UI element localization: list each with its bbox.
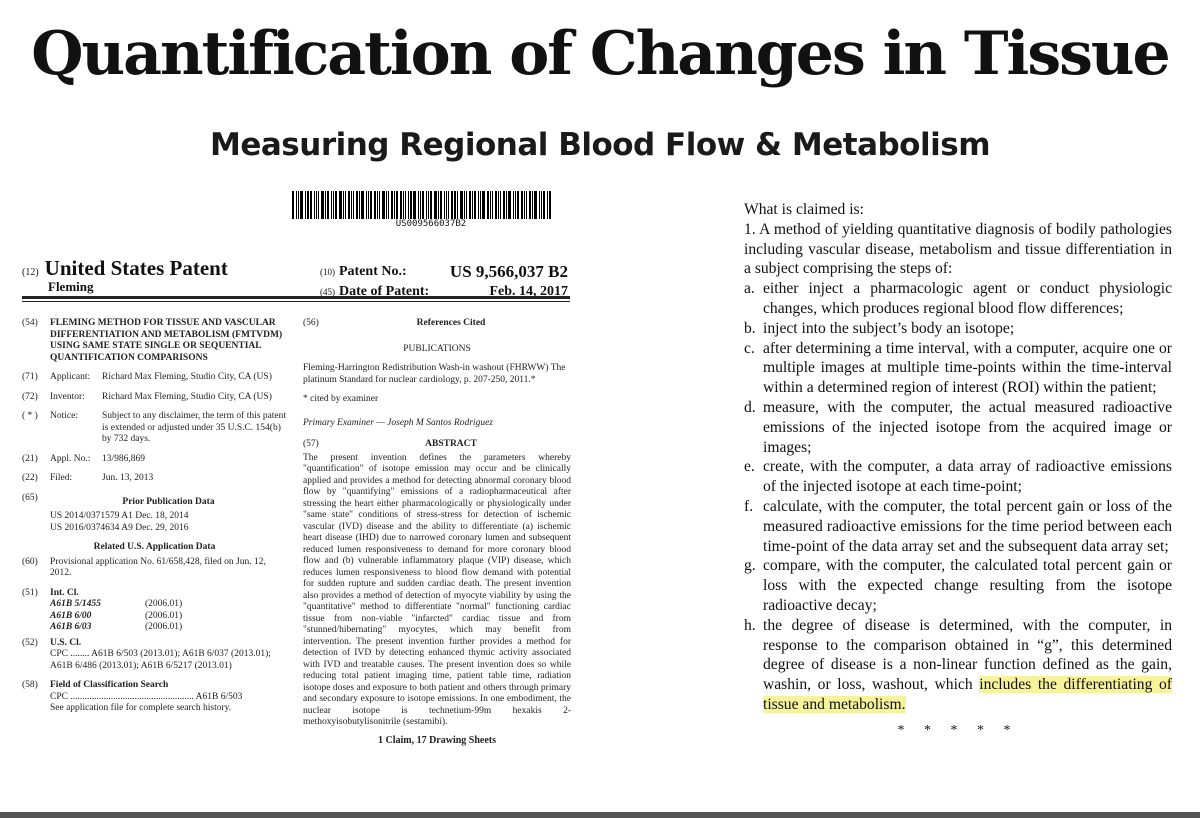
prior-pub-row: US 2014/0371579 A1 Dec. 18, 2014 bbox=[50, 511, 189, 521]
field-label: Filed: bbox=[50, 473, 73, 483]
barcode-bar bbox=[460, 191, 463, 219]
abstract-heading-row bbox=[303, 439, 571, 451]
classification-field bbox=[22, 680, 287, 715]
barcode-bar bbox=[413, 191, 416, 219]
claim-step bbox=[744, 616, 1172, 715]
field-label: Applicant: bbox=[50, 372, 91, 382]
barcode-bar bbox=[310, 191, 312, 219]
date-label: Date of Patent: bbox=[339, 284, 430, 299]
field-code: (52) bbox=[22, 637, 38, 648]
step-letter: e. bbox=[744, 458, 755, 476]
barcode-bar bbox=[318, 191, 319, 219]
field-code: (21) bbox=[22, 453, 38, 464]
barcode-bar bbox=[529, 191, 531, 219]
int-cl-list bbox=[22, 599, 287, 634]
claim-step bbox=[744, 398, 1172, 457]
barcode-bar bbox=[296, 191, 297, 219]
step-text: after determining a time interval, with a computer, acquire one or multiple images at multiple time-points within the time-interval within a determined region of interest (ROI) within the patient; bbox=[763, 339, 1172, 397]
prior-publication-section bbox=[22, 493, 287, 535]
int-cl-row bbox=[22, 622, 287, 634]
barcode-bar bbox=[480, 191, 481, 219]
us-cl-value: CPC ........ A61B 6/503 (2013.01); A61B 6/037 (2013.01); A61B 6/486 (2013.01); A61B 6/5217 (2013.01) bbox=[50, 649, 271, 671]
barcode-bar bbox=[430, 191, 432, 219]
barcode-bar bbox=[305, 191, 306, 219]
barcode-bar bbox=[539, 191, 540, 219]
field-code: (58) bbox=[22, 680, 38, 690]
classification-value: CPC .................................................... A61B 6/503 bbox=[50, 691, 243, 702]
bottom-bar bbox=[0, 812, 1200, 818]
barcode-bar bbox=[370, 191, 372, 219]
field-code: ( * ) bbox=[22, 411, 38, 421]
barcode-bar bbox=[543, 191, 545, 219]
barcode-bar bbox=[478, 191, 479, 219]
barcode-bar bbox=[534, 191, 537, 219]
field-code: (51) bbox=[22, 587, 38, 598]
barcode-bar bbox=[426, 191, 427, 219]
claim-step bbox=[744, 457, 1172, 497]
barcode-bar bbox=[422, 191, 424, 219]
barcode-bar bbox=[513, 191, 514, 219]
claim-step bbox=[744, 339, 1172, 398]
country-code: (12) bbox=[22, 267, 39, 278]
barcode-bar bbox=[526, 191, 527, 219]
barcode-bar bbox=[374, 191, 376, 219]
barcode-bar bbox=[321, 191, 324, 219]
primary-examiner: Primary Examiner — Joseph M Santos Rodriguez bbox=[303, 417, 493, 428]
claims-heading: What is claimed is: bbox=[744, 201, 864, 218]
barcode-bar bbox=[356, 191, 358, 219]
field-value: FLEMING METHOD FOR TISSUE AND VASCULAR DIFFERENTIATION AND METABOLISM (FMTVDM) USING SAME STATE SINGLE OR SEQUENTIAL QUANTIFICATION COMPARISONS bbox=[50, 318, 283, 363]
highlighted-text: includes the differentiating of tissue and metabolism. bbox=[763, 676, 1172, 713]
step-letter: h. bbox=[744, 616, 756, 634]
patent-country bbox=[22, 256, 228, 281]
publication-entry: Fleming-Harrington Redistribution Wash-in washout (FHRWW) The platinum Standard for nuclear cardiology, p. 207-250, 2011.* bbox=[303, 363, 566, 385]
field-code: (57) bbox=[303, 439, 319, 449]
barcode-bar bbox=[474, 191, 476, 219]
barcode-bar bbox=[345, 191, 346, 219]
slide-title: Quantification of Changes in Tissue bbox=[31, 19, 1169, 89]
barcode-bar bbox=[408, 191, 409, 219]
barcode-bar bbox=[515, 191, 516, 219]
barcode-bar bbox=[547, 191, 548, 219]
barcode-bar bbox=[541, 191, 542, 219]
claims-section bbox=[744, 200, 1172, 741]
barcode-bar bbox=[396, 191, 398, 219]
step-text: inject into the subject’s body an isotope; bbox=[763, 319, 1015, 337]
barcode-bar bbox=[325, 191, 326, 219]
field-code: (60) bbox=[22, 556, 38, 567]
barcode-bar bbox=[434, 191, 437, 219]
bib-field bbox=[22, 318, 287, 364]
barcode-bar bbox=[300, 191, 303, 219]
step-text: measure, with the computer, the actual measured radioactive emissions of the injected isotope from the acquired image or images; bbox=[763, 398, 1172, 456]
claim-step bbox=[744, 319, 1172, 339]
patent-no-label: Patent No.: bbox=[339, 264, 407, 279]
int-cl-date: (2006.01) bbox=[145, 599, 183, 609]
date-code: (45) bbox=[320, 287, 335, 297]
int-cl-class: A61B 5/1455 bbox=[50, 599, 101, 609]
claim-step bbox=[744, 556, 1172, 615]
bibliographic-fields bbox=[22, 318, 287, 485]
barcode-bar bbox=[549, 191, 551, 219]
barcode-bar bbox=[503, 191, 505, 219]
field-code: (72) bbox=[22, 391, 38, 402]
country-text: United States Patent bbox=[44, 256, 228, 280]
barcode-bar bbox=[532, 191, 533, 219]
barcode-bar bbox=[292, 191, 294, 219]
barcode-bar bbox=[377, 191, 378, 219]
barcode-bar bbox=[454, 191, 456, 219]
barcode-bar bbox=[394, 191, 395, 219]
step-letter: f. bbox=[744, 497, 754, 515]
step-text: create, with the computer, a data array of radioactive emissions of the injected isotope at each time-point; bbox=[763, 458, 1172, 496]
bib-field bbox=[22, 454, 287, 466]
barcode-number: US009566037B2 bbox=[395, 219, 467, 229]
step-text: calculate, with the computer, the total percent gain or loss of the measured radioactive emissions for the time period between each time-point of the data array set and the subsequent data array set; bbox=[763, 497, 1172, 555]
patent-date: Feb. 14, 2017 bbox=[489, 284, 568, 299]
field-value: Richard Max Fleming, Studio City, CA (US) bbox=[102, 372, 272, 382]
barcode-bar bbox=[438, 191, 439, 219]
prior-pub-row: US 2016/0374634 A9 Dec. 29, 2016 bbox=[50, 522, 189, 533]
barcode-bar bbox=[495, 191, 497, 219]
barcode-bar bbox=[339, 191, 342, 219]
bib-field bbox=[22, 473, 287, 485]
barcode-bar bbox=[403, 191, 404, 219]
field-label: Notice: bbox=[50, 411, 78, 421]
barcode-bar bbox=[418, 191, 419, 219]
step-letter: d. bbox=[744, 398, 756, 416]
int-cl-class: A61B 6/00 bbox=[50, 610, 92, 621]
barcode-bar bbox=[353, 191, 354, 219]
barcode-bar bbox=[335, 191, 337, 219]
barcode-bar bbox=[351, 191, 352, 219]
field-value: Jun. 13, 2013 bbox=[102, 473, 154, 483]
patent-number: US 9,566,037 B2 bbox=[449, 262, 568, 281]
int-cl-class: A61B 6/03 bbox=[50, 622, 92, 632]
us-cl-field bbox=[22, 638, 287, 673]
barcode-bar bbox=[331, 191, 332, 219]
header-rule bbox=[22, 296, 570, 299]
int-cl-heading: Int. Cl. bbox=[50, 587, 79, 598]
barcode-bar bbox=[359, 191, 360, 219]
barcode-bar bbox=[361, 191, 364, 219]
barcode-bar bbox=[348, 191, 350, 219]
step-letter: c. bbox=[744, 339, 755, 357]
claim-step bbox=[744, 497, 1172, 556]
bib-field bbox=[22, 411, 287, 446]
barcode-bar bbox=[492, 191, 493, 219]
field-code: (22) bbox=[22, 473, 38, 483]
field-value: 13/986,869 bbox=[102, 453, 146, 464]
barcode-bar bbox=[472, 191, 473, 219]
step-text: either inject a pharmacologic agent or conduct physiologic changes, which produces regional blood flow differences; bbox=[763, 280, 1172, 317]
barcode-bar bbox=[490, 191, 491, 219]
barcode-bar bbox=[314, 191, 315, 219]
barcode-bar bbox=[333, 191, 334, 219]
related-app-heading: Related U.S. Application Data bbox=[93, 542, 216, 552]
patent-left-column bbox=[22, 318, 287, 723]
step-letter: a. bbox=[744, 280, 755, 298]
barcode-bar bbox=[366, 191, 367, 219]
int-cl-date: (2006.01) bbox=[145, 622, 183, 632]
barcode-bar bbox=[327, 191, 329, 219]
barcode-bar bbox=[368, 191, 369, 219]
classification-heading: Field of Classification Search bbox=[50, 680, 169, 690]
barcode-bar bbox=[410, 191, 412, 219]
cited-note: * cited by examiner bbox=[303, 394, 379, 404]
barcode-bar bbox=[391, 191, 393, 219]
field-value: Richard Max Fleming, Studio City, CA (US) bbox=[102, 391, 272, 402]
barcode-bar bbox=[517, 191, 519, 219]
publications-heading: PUBLICATIONS bbox=[403, 343, 471, 354]
slide-subtitle: Measuring Regional Blood Flow & Metabolism bbox=[210, 127, 990, 163]
barcode-bar bbox=[521, 191, 523, 219]
barcode-bar bbox=[451, 191, 453, 219]
provisional-field bbox=[22, 557, 287, 580]
claim-steps bbox=[744, 279, 1172, 616]
int-cl-date: (2006.01) bbox=[145, 610, 183, 621]
barcode-bar bbox=[498, 191, 499, 219]
barcode-bar bbox=[448, 191, 449, 219]
barcode-bar bbox=[469, 191, 471, 219]
field-value: Provisional application No. 61/658,428, filed on Jun. 12, 2012. bbox=[50, 556, 266, 578]
barcode-bar bbox=[508, 191, 511, 219]
end-marks: * * * * * bbox=[897, 722, 1019, 738]
barcode-bar bbox=[386, 191, 387, 219]
barcode-bar bbox=[307, 191, 309, 219]
bib-field bbox=[22, 392, 287, 404]
barcode-bar bbox=[500, 191, 501, 219]
barcode-bar bbox=[506, 191, 507, 219]
field-code: (65) bbox=[22, 492, 38, 503]
barcode-bar bbox=[420, 191, 421, 219]
step-text: compare, with the computer, the calculated total percent gain or loss with the expected change resulting from the isotope radioactive decay; bbox=[763, 557, 1172, 614]
abstract-text: The present invention defines the parameters whereby "quantification" of isotope emission may occur and be clinically applied and provides a method for detecting abnormal coronary blood flow by "quantifying" emissions of a radiopharmaceutical after stressing the heart either pharmacologically or physiologically under "same state" conditions of stress-stress for detection of ischemic vascular (IVD) disease and the ability to differentiate (a) ischemic heart disease (IHD) due to narrowed coronary lumen and subsequent reduced lumen responsiveness to demand for more coronary blood flow and (b) vulnerable inflammatory plaque (VIP) disease, which reduces lumen responsiveness to blood flow demand with potential for sudden rupture and sudden cardiac death. The present invention also provides a method of detection of myocyte viability by using the "quantitative" method to differentiate "normal" functioning cardiac tissue from non-viable "infarcted" cardiac tissue and from "stunned/hibernating" myocytes, which may benefit from intervention. The present invention further provides a method for detection of IVD by detecting enhanced thymic activity associated with IVD and treatable causes. The present invention does so while reducing total patient imaging time, patient table time, radiation isotope doses and exposure to both patient and others through primary and secondary exposure to isotope emissions. In one embodiment, the nuclear isotope is technetium-99m hexakis 2-methoxyisobutylisonitrile (sestamibi). bbox=[303, 452, 571, 727]
barcode-bar bbox=[524, 191, 525, 219]
int-cl-row bbox=[22, 599, 287, 611]
field-label: Appl. No.: bbox=[50, 453, 91, 464]
barcode-bar bbox=[464, 191, 465, 219]
barcode-bar bbox=[343, 191, 344, 219]
barcode-bar bbox=[428, 191, 429, 219]
int-cl-row bbox=[22, 611, 287, 623]
claim-intro: 1. A method of yielding quantitative diagnosis of bodily pathologies including vascular disease, metabolism and tissue differentiation in a subject comprising the steps of: bbox=[744, 220, 1172, 278]
header-rule-thin bbox=[22, 301, 570, 302]
barcode-bar bbox=[400, 191, 402, 219]
classification-note: See application file for complete search history. bbox=[50, 703, 232, 713]
barcode-bar bbox=[482, 191, 485, 219]
us-cl-heading: U.S. Cl. bbox=[50, 637, 82, 648]
int-cl-field bbox=[22, 588, 287, 600]
step-letter: b. bbox=[744, 319, 756, 337]
field-code: (71) bbox=[22, 372, 38, 382]
claim-count: 1 Claim, 17 Drawing Sheets bbox=[377, 734, 497, 746]
abstract-heading: ABSTRACT bbox=[425, 439, 477, 449]
bib-field bbox=[22, 372, 287, 384]
step-text: the degree of disease is determined, with the computer, in response to the comparison obtained in “g”, this determined degree of disease is a non-linear function defined as the gain, washin, or loss, washout, which bbox=[763, 616, 1172, 694]
field-value: Subject to any disclaimer, the term of this patent is extended or adjusted under 35 U.S.C. 154(b) by 732 days. bbox=[102, 411, 287, 444]
references-heading-row bbox=[303, 318, 571, 330]
barcode-bar bbox=[316, 191, 317, 219]
step-letter: g. bbox=[744, 557, 756, 575]
barcode-bar bbox=[466, 191, 467, 219]
inventor-surname: Fleming bbox=[48, 279, 94, 294]
barcode-bar bbox=[487, 191, 489, 219]
barcode-bar bbox=[388, 191, 389, 219]
claim-step bbox=[744, 279, 1172, 319]
field-code: (54) bbox=[22, 318, 38, 328]
barcode-bar bbox=[444, 191, 445, 219]
patent-no-code: (10) bbox=[320, 267, 335, 277]
field-code: (56) bbox=[303, 318, 319, 328]
barcode-bar bbox=[379, 191, 380, 219]
references-heading: References Cited bbox=[416, 318, 486, 328]
field-label: Inventor: bbox=[50, 391, 85, 402]
barcode-bar bbox=[405, 191, 406, 219]
barcode-bar bbox=[440, 191, 442, 219]
barcode-bar bbox=[298, 191, 299, 219]
barcode-bar bbox=[457, 191, 458, 219]
patent-right-column bbox=[303, 318, 571, 746]
barcode-bar bbox=[382, 191, 385, 219]
patent-barcode bbox=[292, 191, 570, 219]
prior-pub-heading: Prior Publication Data bbox=[122, 496, 215, 507]
barcode-bar bbox=[446, 191, 447, 219]
